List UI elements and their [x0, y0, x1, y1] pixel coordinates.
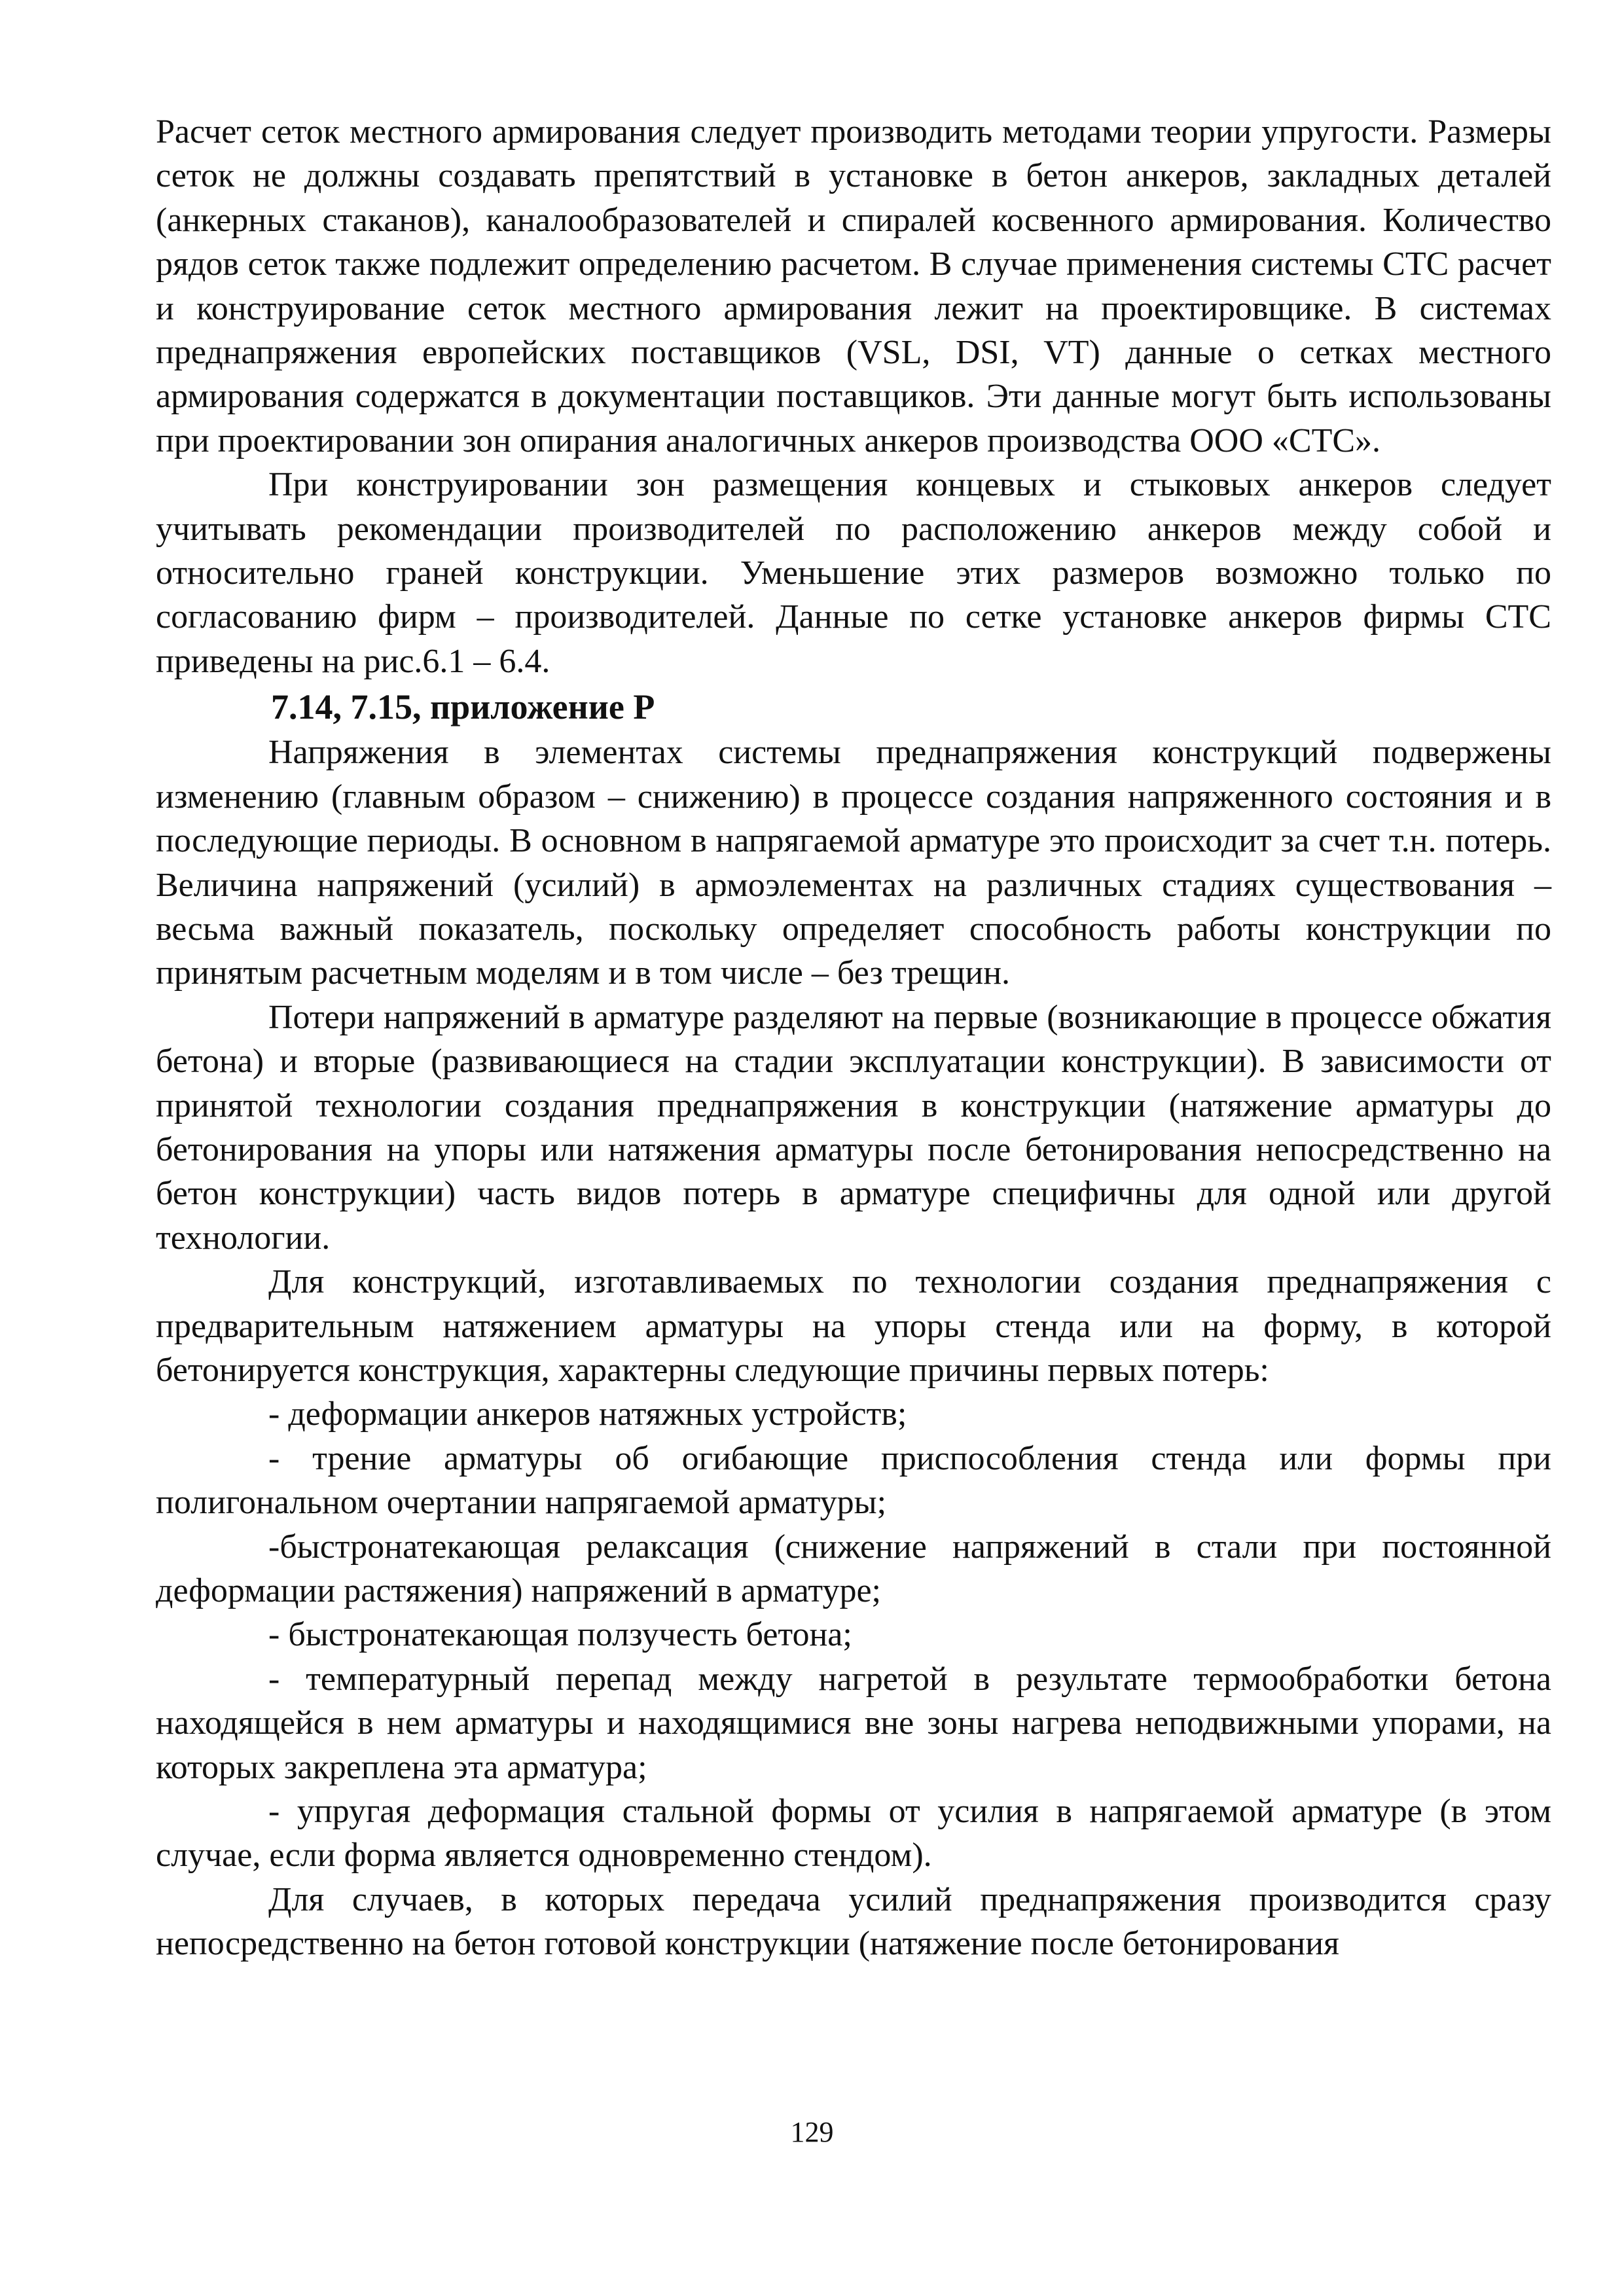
list-item: - трение арматуры об огибающие приспособления стенда или формы при полигональном очертании напрягаемой арматуры;: [156, 1439, 1551, 1522]
paragraph-stress-losses: Потери напряжений в арматуре разделяют на первые (возникающие в процессе обжатия бетона) и вторые (развивающиеся на стадии эксплуатации конструкции). В зависимости от принятой технологии создания преднапряжения в конструкции (натяжение арматуры до бетонирования на упоры или натяжения арматуры после бетонирования непосредственно на бетон конструкции) часть видов потерь в арматуре специфичны для одной или другой технологии.: [156, 998, 1551, 1257]
page-number: 129: [790, 2116, 834, 2148]
paragraph-local-reinforcement: Расчет сеток местного армирования следует производить методами теории упругости. Размеры сеток не должны создавать препятствий в установке в бетон анкеров, закладных деталей (анкерных стаканов), каналообразователей и спиралей косвенного армирования. Количество рядов сеток также подлежит определению расчетом. В случае применения системы СТС расчет и конструирование сеток местного армирования лежит на проектировщике. В системах преднапряжения европейских поставщиков (VSL, DSI, VT) данные о сетках местного армирования содержатся в документации поставщиков. Эти данные могут быть использованы при проектировании зон опирания аналогичных анкеров производства ООО «СТС».: [156, 113, 1551, 459]
paragraph-anchor-zones: При конструировании зон размещения концевых и стыковых анкеров следует учитывать рекомендации производителей по расположению анкеров между собой и относительно граней конструкции. Уменьшение этих размеров возможно только по согласованию фирм – производителей. Данные по сетке установке анкеров фирмы СТС приведены на рис.6.1 – 6.4.: [156, 466, 1551, 680]
list-item: - быстронатекающая ползучесть бетона;: [268, 1616, 852, 1654]
list-item: - деформации анкеров натяжных устройств;: [268, 1395, 907, 1433]
paragraph-post-tensioning: Для случаев, в которых передача усилий преднапряжения производится сразу непосредственно на бетон готовой конструкции (натяжение после бетонирования: [156, 1880, 1551, 1963]
list-item: - упругая деформация стальной формы от усилия в напрягаемой арматуре (в этом случае, если форма является одновременно стендом).: [156, 1793, 1551, 1874]
page-body: [156, 110, 1551, 1966]
section-heading: 7.14, 7.15, приложение Р: [271, 687, 655, 727]
list-item: - температурный перепад между нагретой в результате термообработки бетона находящейся в нем арматуры и находящимися вне зоны нагрева неподвижными упорами, на которых закреплена эта арматура;: [156, 1660, 1551, 1786]
paragraph-first-losses-intro: Для конструкций, изготавливаемых по технологии создания преднапряжения с предварительным натяжением арматуры на упоры стенда или на форму, в которой бетонируется конструкция, характерны следующие причины первых потерь:: [156, 1263, 1551, 1389]
list-item: -быстронатекающая релаксация (снижение напряжений в стали при постоянной деформации растяжения) напряжений в арматуре;: [156, 1528, 1551, 1609]
paragraph-stress-changes: Напряжения в элементах системы преднапряжения конструкций подвержены изменению (главным образом – снижению) в процессе создания напряженного состояния и в последующие периоды. В основном в напрягаемой арматуре это происходит за счет т.н. потерь. Величина напряжений (усилий) в армоэлементах на различных стадиях существования – весьма важный показатель, поскольку определяет способность работы конструкции по принятым расчетным моделям и в том числе – без трещин.: [156, 734, 1551, 992]
